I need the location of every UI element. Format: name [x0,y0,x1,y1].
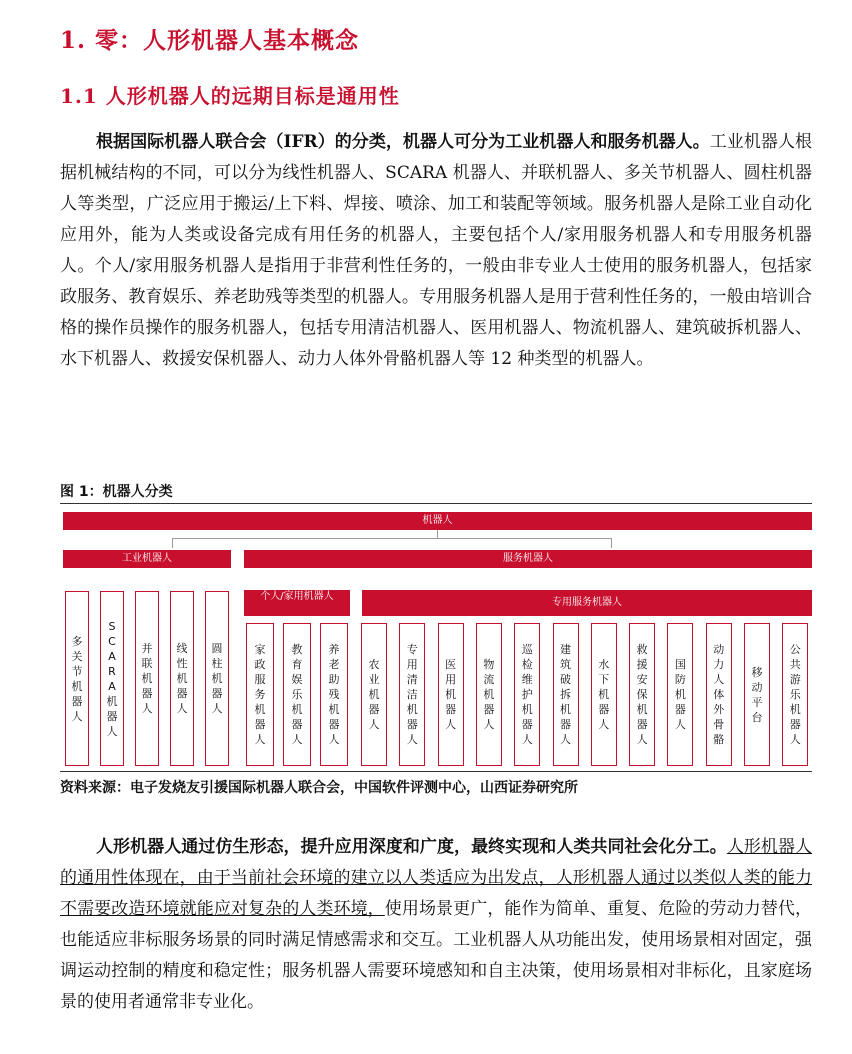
connector [437,530,438,538]
leaf-node-professional [361,623,387,766]
leaf-node-industrial [65,591,89,766]
leaf-node-label: 国防机器人 [674,658,686,731]
leaf-node-label: 水下机器人 [598,658,610,731]
leaf-node-professional [553,623,579,766]
leaf-node-label: SCARA机器人 [106,619,118,738]
figure-top-rule [60,503,812,504]
leaf-node-professional [629,623,655,766]
leaf-node-industrial [135,591,159,766]
leaf-node-label: 专用清洁机器人 [406,643,418,746]
leaf-node-label: 物流机器人 [483,658,495,731]
leaf-node-personal [283,623,311,766]
leaf-node-professional [667,623,693,766]
node-industrial-robot: 工业机器人 [63,550,231,568]
leaf-node-label: 圆柱机器人 [211,642,223,715]
leaf-node-label: 救援安保机器人 [636,643,648,746]
leaf-node-label: 建筑破拆机器人 [560,643,571,746]
leaf-node-professional [591,623,617,766]
figure-bottom-rule [60,771,812,772]
leaf-node-industrial [205,591,229,766]
leaf-node-industrial [170,591,194,766]
connector [611,538,612,548]
leaf-node-label: 家政服务机器人 [254,643,266,746]
leaf-node-label: 线性机器人 [176,642,188,715]
leaf-node-personal [320,623,348,766]
leaf-node-professional [476,623,502,766]
leaf-node-label: 动力人体外骨骼 [713,643,725,746]
leaf-node-label: 并联机器人 [141,642,153,715]
leaf-node-label: 医用机器人 [445,658,457,731]
leaf-node-label: 巡检维护机器人 [521,643,533,746]
leaf-node-professional [514,623,540,766]
root-node-robot: 机器人 [63,512,812,530]
leaf-node-label: 多关节机器人 [71,634,83,723]
figure-caption: 图 1：机器人分类 [60,484,173,500]
leaf-node-professional [706,623,732,766]
connector [172,538,612,539]
node-professional-service-robot: 专用服务机器人 [362,590,812,616]
leaf-node-industrial [100,591,124,766]
figure-source: 资料来源：电子发烧友引援国际机器人联合会，中国软件评测中心，山西证券研究所 [60,780,578,796]
connector [172,538,173,548]
leaf-node-label: 教育娱乐机器人 [291,643,303,746]
leaf-node-label: 公共游乐机器人 [789,643,801,746]
paragraph-lead: 根据国际机器人联合会（IFR）的分类，机器人可分为工业机器人和服务机器人。 [96,132,710,152]
paragraph-underlined: 人形机器人的通用性体现在，由于当前社会环境的建立以人类适应为出发点，人形机器人通过以类似人类的能力不需要改造环境就能应对复杂的人类环境， [60,837,813,919]
node-personal-robot: 个人/家用机器人 [244,590,350,616]
paragraph-ifr-classification [60,127,812,375]
leaf-node-professional [399,623,425,766]
leaf-node-professional [782,623,808,766]
leaf-node-professional [438,623,464,766]
paragraph-humanoid-generality [60,832,812,1018]
leaf-node-professional [744,623,770,766]
heading-1-1: 1.1 人形机器人的远期目标是通用性 [60,84,400,108]
paragraph-body: 工业机器人根据机械结构的不同，可以分为线性机器人、SCARA 机器人、并联机器人、多关节机器人、圆柱机器人等类型，广泛应用于搬运/上下料、焊接、喷涂、加工和装配等领域。服务机器人是除工业自动化应用外，能为人类或设备完成有用任务的机器人，主要包括个人/家用服务机器人和专用服务机器人。个人/家用服务机器人是指用于非营利性任务的，一般由非专业人士使用的服务机器人，包括家政服务、教育娱乐、养老助残等类型的机器人。专用服务机器人是用于营利性任务的，一般由培训合格的操作员操作的服务机器人，包括专用清洁机器人、医用机器人、物流机器人、建筑破拆机器人、水下机器人、救援安保机器人、动力人体外骨骼机器人等 12 种类型的机器人。 [60,132,812,369]
leaf-node-label: 农业机器人 [368,658,380,731]
node-service-robot: 服务机器人 [244,550,812,568]
leaf-node-label: 养老助残机器人 [328,643,340,746]
leaf-node-label: 移动平台 [751,665,763,724]
heading-1: 1. 零：人形机器人基本概念 [60,27,360,54]
paragraph-lead: 人形机器人通过仿生形态，提升应用深度和广度，最终实现和人类共同社会化分工。 [96,837,727,857]
paragraph-body: 使用场景更广，能作为简单、重复、危险的劳动力替代，也能适应非标服务场景的同时满足情感需求和交互。工业机器人从功能出发，使用场景相对固定，强调运动控制的精度和稳定性；服务机器人需要环境感知和自主决策，使用场景相对非标化，且家庭场景的使用者通常非专业化。 [60,899,813,1012]
leaf-node-personal [246,623,274,766]
